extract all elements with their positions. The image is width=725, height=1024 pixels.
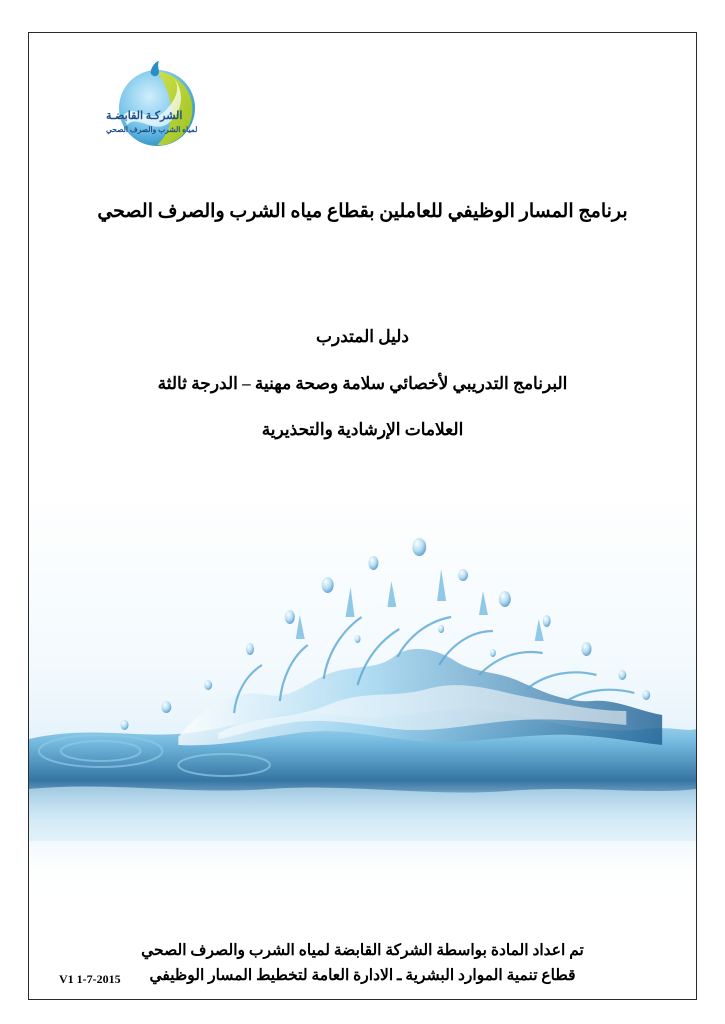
document-version: V1 1-7-2015 (59, 972, 121, 986)
page-border-frame (28, 32, 697, 1000)
footer-line-2: قطاع تنمية الموارد البشرية ـ الادارة العامة لتخطيط المسار الوظيفي (149, 967, 576, 985)
subtitle-topic: العلامات الإرشادية والتحذيرية (261, 420, 464, 440)
logo-graphic (61, 61, 201, 171)
document-main-title: برنامج المسار الوظيفي للعاملين بقطاع مياه الشرب والصرف الصحي (97, 201, 628, 222)
logo-text-line2: لمياه الشرب والصرف الصحي (106, 125, 198, 134)
subtitle-trainee-guide: دليل المتدرب (315, 327, 409, 346)
company-logo (61, 61, 201, 171)
water-splash-graphic (29, 489, 696, 909)
footer-line-1: تم اعداد المادة بواسطة الشركة القابضة لمياه الشرب والصرف الصحي (141, 942, 584, 960)
title-block (29, 198, 696, 227)
page-footer (29, 939, 696, 989)
subtitle-program-name: البرنامج التدريبي لأخصائي سلامة وصحة مهنية – الدرجة ثالثة (157, 373, 568, 393)
logo-text-line1: الشركـة القابضـة (106, 110, 183, 122)
subtitle-block (29, 325, 696, 443)
water-splash-photo (29, 489, 696, 909)
